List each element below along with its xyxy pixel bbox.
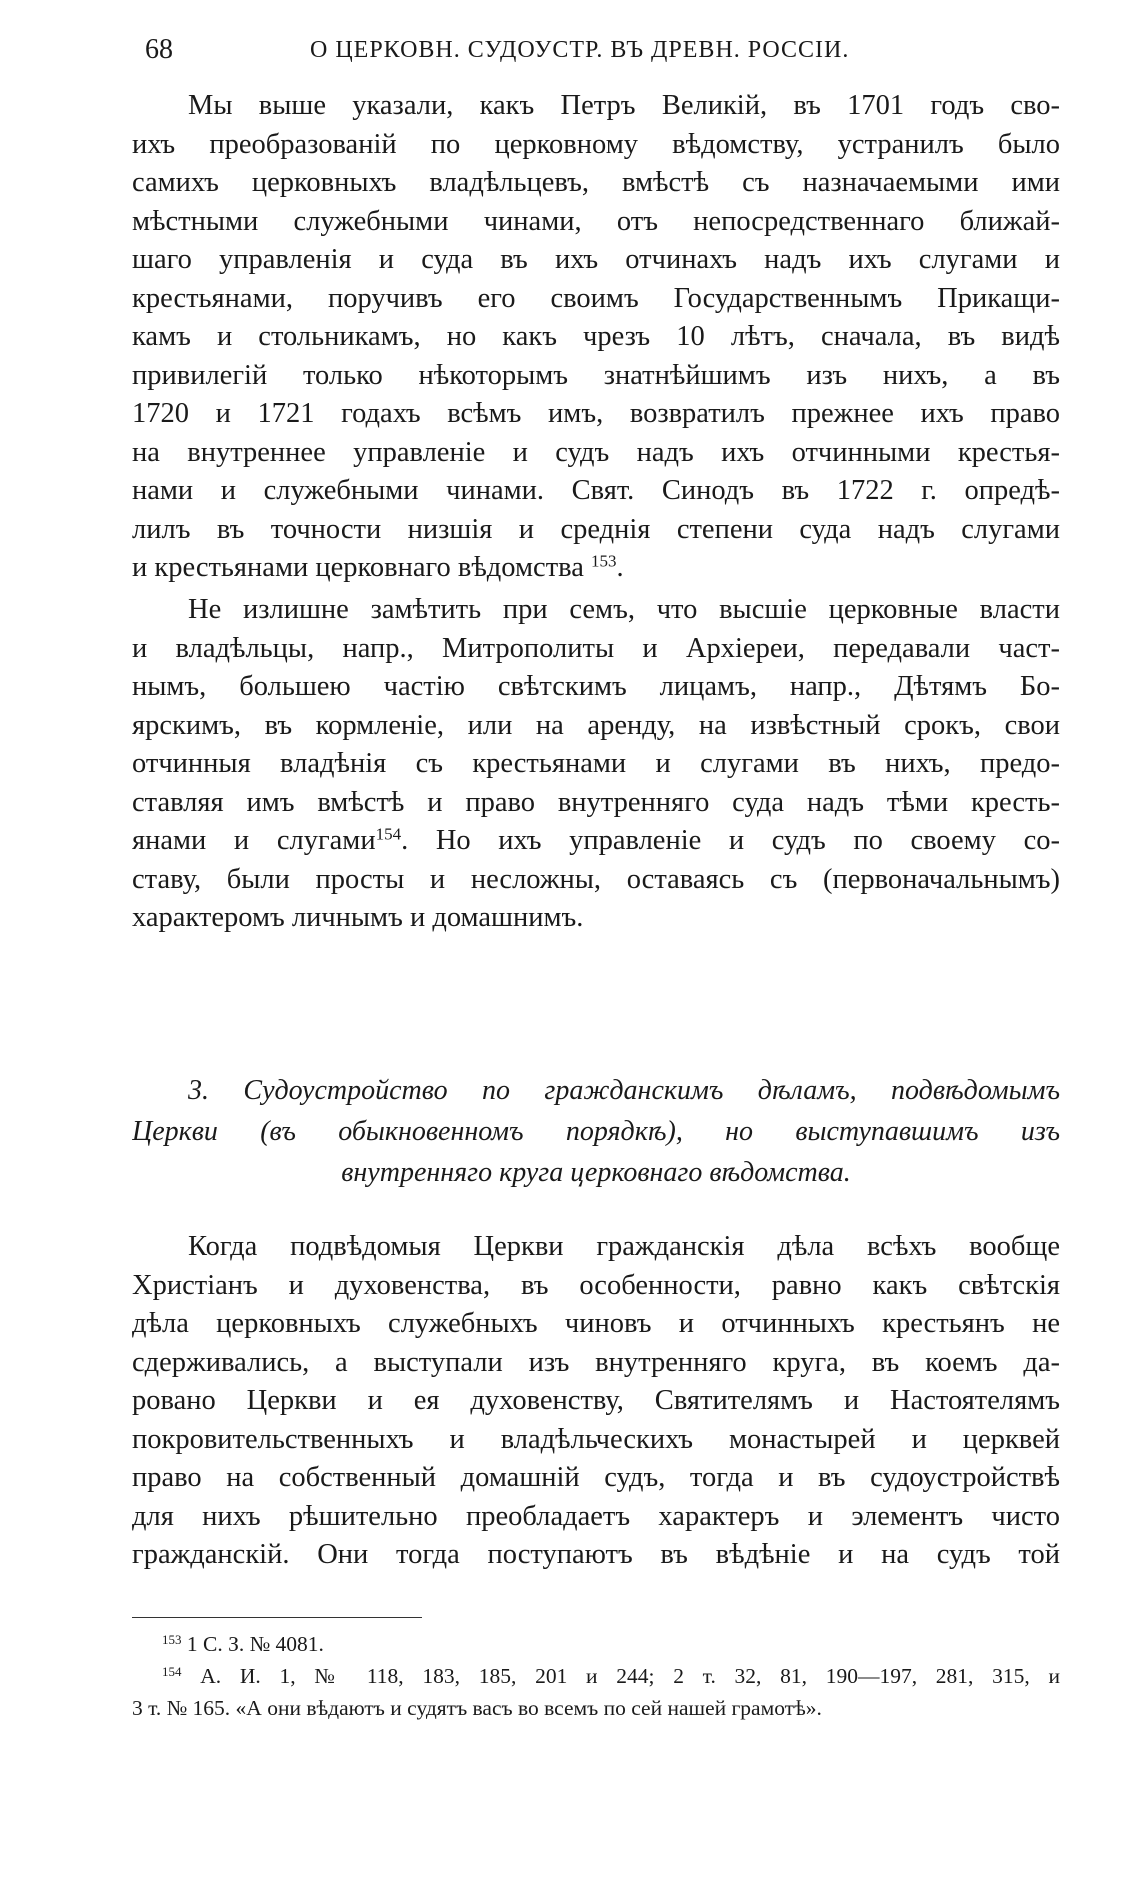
text-line: привилегій только нѣкоторымъ знатнѣйшимъ изъ нихъ, а въ [132, 359, 1060, 391]
text-line: крестьянами, поручивъ его своимъ Государственнымъ Прикащи- [132, 282, 1060, 314]
footnote-153 [132, 1628, 1060, 1660]
text-line: самихъ церковныхъ владѣльцевъ, вмѣстѣ съ назначаемыми ими [132, 167, 1060, 198]
footnote-text: 1 С. З. № 4081. [186, 1632, 324, 1656]
footnote-ref-154: 154 [375, 824, 402, 844]
text-fragment: янами и слугами [132, 825, 376, 856]
text-fragment: и крестьянами церковнаго вѣдомства [132, 552, 584, 583]
paragraph-1 [132, 87, 1060, 588]
text-line: лилъ въ точности низшія и среднія степени суда надъ слугами [132, 513, 1060, 545]
text-line: покровительственныхъ и владѣльческихъ монастырей и церквей [132, 1423, 1060, 1455]
text-line: отчинныя владѣнія съ крестьянами и слугами въ нихъ, предо- [132, 748, 1060, 779]
text-line: нами и служебными чинами. Свят. Синодъ въ 1722 г. опредѣ- [132, 475, 1060, 506]
text-line: Христіанъ и духовенства, въ особенности, равно какъ свѣтскія [132, 1269, 1060, 1301]
text-line [132, 822, 1060, 861]
text-line: ставу, были просты и несложны, оставаясь съ (первоначальнымъ) [132, 863, 1060, 895]
text-line: Не излишне замѣтить при семъ, что высшіе церковные власти [188, 594, 1060, 625]
heading-line: Церкви (въ обыкновенномъ порядкѣ), но выступавшимъ изъ [132, 1116, 1060, 1147]
text-line: Когда подвѣдомыя Церкви гражданскія дѣла всѣхъ вообще [188, 1231, 1060, 1262]
paragraph-2 [132, 591, 1060, 938]
text-line: и владѣльцы, напр., Митрополиты и Архіереи, передавали част- [132, 632, 1060, 664]
heading-line: 3. Судоустройство по гражданскимъ дѣламъ, подвѣдомымъ [188, 1075, 1060, 1106]
footnote-text: А. И. 1, № 118, 183, 185, 201 и 244; 2 т. 32, 81, 190—197, 281, 315, и [200, 1664, 1060, 1688]
footnotes [132, 1628, 1060, 1724]
text-line: Мы выше указали, какъ Петръ Великій, въ 1701 годъ сво- [188, 90, 1060, 121]
footnote-divider [132, 1617, 422, 1618]
heading-line: внутренняго круга церковнаго вѣдомства. [341, 1157, 851, 1188]
text-line: ихъ преобразованій по церковному вѣдомству, устранилъ было [132, 128, 1060, 160]
text-line: ярскимъ, въ кормленіе, или на аренду, на извѣстный срокъ, свои [132, 709, 1060, 741]
page-number: 68 [145, 34, 173, 65]
footnote-number: 153 [162, 1631, 182, 1647]
text-line: ровано Церкви и ея духовенству, Святителямъ и Настоятелямъ [132, 1385, 1060, 1416]
text-line: характеромъ личнымъ и домашнимъ. [132, 902, 584, 933]
text-line: мѣстными служебными чинами, отъ непосредственнаго ближай- [132, 205, 1060, 237]
text-line: камъ и стольникамъ, но какъ чрезъ 10 лѣтъ, сначала, въ видѣ [132, 321, 1060, 352]
text-line [132, 549, 1060, 588]
text-line: сдерживались, а выступали изъ внутренняго круга, въ коемъ да- [132, 1346, 1060, 1378]
page-header [145, 34, 1045, 74]
text-line: нымъ, большею частію свѣтскимъ лицамъ, напр., Дѣтямъ Бо- [132, 671, 1060, 702]
text-fragment: . [616, 552, 624, 583]
footnote-154 [132, 1660, 1060, 1692]
text-line: гражданскій. Они тогда поступаютъ въ вѣдѣніе и на судъ той [132, 1539, 1060, 1570]
text-line: дѣла церковныхъ служебныхъ чиновъ и отчинныхъ крестьянъ не [132, 1308, 1060, 1339]
text-line: для нихъ рѣшительно преобладаетъ характеръ и элементъ чисто [132, 1500, 1060, 1532]
footnote-continuation: 3 т. № 165. «А они вѣдаютъ и судятъ васъ во всемъ по сей нашей грамотѣ». [132, 1696, 822, 1720]
paragraph-3 [132, 1228, 1060, 1575]
footnote-ref-153: 153 [591, 551, 617, 571]
text-line: право на собственный домашній судъ, тогда и въ судоустройствѣ [132, 1462, 1060, 1493]
text-line: шаго управленія и суда въ ихъ отчинахъ надъ ихъ слугами и [132, 244, 1060, 275]
text-line: на внутреннее управленіе и судъ надъ ихъ отчинными крестья- [132, 436, 1060, 468]
section-heading [132, 1070, 1060, 1193]
text-line: ставляя имъ вмѣстѣ и право внутренняго суда надъ тѣми кресть- [132, 786, 1060, 818]
text-fragment: . Но ихъ управленіе и судъ по своему со- [401, 825, 1060, 856]
running-head: О ЦЕРКОВН. СУДОУСТР. ВЪ ДРЕВН. РОССІИ. [310, 37, 850, 63]
footnote-number: 154 [162, 1663, 182, 1679]
text-line: 1720 и 1721 годахъ всѣмъ имъ, возвратилъ прежнее ихъ право [132, 398, 1060, 429]
